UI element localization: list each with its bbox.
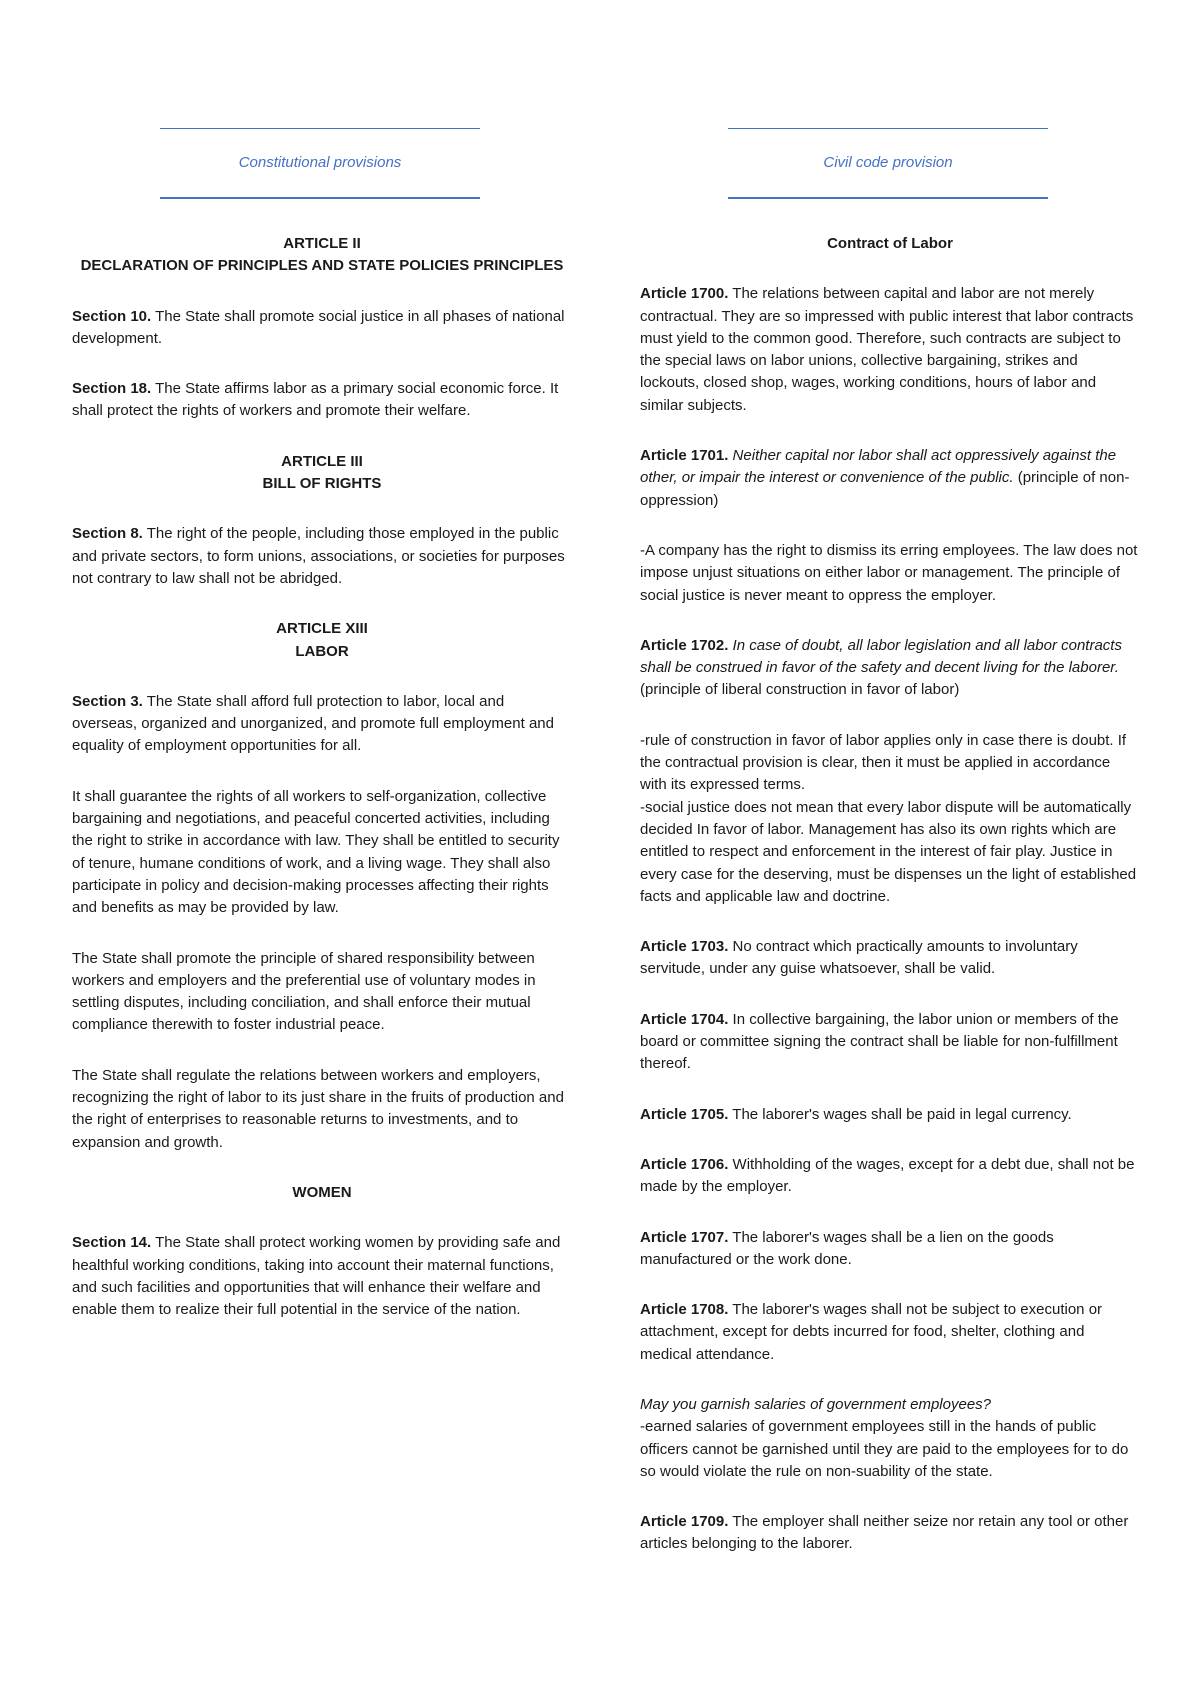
section-3: Section 3. The State shall afford full protection to labor, local and overseas, organized and unorganized, and promote full employment and equality of employment opportunities for all. xyxy=(72,692,554,755)
civil-code-heading: Civil code provision xyxy=(823,154,953,171)
note-1702-a: -rule of construction in favor of labor applies only in case there is doubt. If the contractual provision is clear, then it must be applied in accordance with its expressed terms. xyxy=(640,731,1127,794)
article-3-title: ARTICLE III xyxy=(281,452,363,470)
note-1702-b: -social justice does not mean that every labor dispute will be automatically decided In favor of labor. Management has also its own rights which are entitled to respect and enforcement in the interest of fair play. Justice in every case for the deserving, must be dispenses un the light of established facts and applicable law and doctrine. xyxy=(640,798,1137,905)
article-1700: Article 1700. The relations between capital and labor are not merely contractual. They are so impressed with public interest that labor contracts must yield to the common good. Therefore, such contracts are subject to the special laws on labor unions, collective bargaining, strikes and lockouts, closed shop, wages, working conditions, hours of labor and similar subjects. xyxy=(640,285,1134,414)
article-2-title: ARTICLE II xyxy=(283,235,361,252)
article-3-subtitle: BILL OF RIGHTS xyxy=(262,475,382,493)
constitutional-heading: Constitutional provisions xyxy=(238,154,402,171)
labor-paragraph-2: The State shall promote the principle of shared responsibility between workers and employers and the preferential use of voluntary modes in settling disputes, including conciliation, and shall enforce their mutual compliance therewith to foster industrial peace. xyxy=(72,949,536,1034)
article-1705: Article 1705. The laborer's wages shall be paid in legal currency. xyxy=(640,1105,1072,1123)
women-title: WOMEN xyxy=(292,1183,352,1201)
article-3-heading xyxy=(72,451,572,496)
article-1702: Article 1702. In case of doubt, all labor legislation and all labor contracts shall be construed in favor of the safety and decent living for the laborer. (principle of liberal construction in favor of labor) xyxy=(640,636,1122,699)
section-8: Section 8. The right of the people, including those employed in the public and private sectors, to form unions, associations, or societies for purposes not contrary to law shall not be abridged. xyxy=(72,525,565,587)
note-1701: -A company has the right to dismiss its erring employees. The law does not impose unjust situations on either labor or management. The principle of social justice is never meant to oppress the employer. xyxy=(640,541,1138,604)
article-1701: Article 1701. Neither capital nor labor shall act oppressively against the other, or impair the interest or convenience of the public. (principle of non-oppression) xyxy=(640,447,1130,509)
article-2-subtitle: DECLARATION OF PRINCIPLES AND STATE POLICIES PRINCIPLES xyxy=(80,257,564,275)
article-1703: Article 1703. No contract which practically amounts to involuntary servitude, under any guise whatsoever, shall be valid. xyxy=(640,938,1078,978)
constitutional-body xyxy=(72,233,572,1349)
section-10: Section 10. The State shall promote social justice in all phases of national development. xyxy=(72,307,565,347)
women-heading xyxy=(72,1182,572,1204)
section-18: Section 18. The State affirms labor as a primary social economic force. It shall protect the rights of workers and promote their welfare. xyxy=(72,380,559,420)
labor-paragraph-1: It shall guarantee the rights of all workers to self-organization, collective bargaining and negotiations, and peaceful concerted activities, including the right to strike in accordance with law. They shall be entitled to security of tenure, humane conditions of work, and a living wage. They shall also participate in policy and decision-making processes affecting their rights and benefits as may be provided by law. xyxy=(72,787,560,917)
constitutional-heading-box xyxy=(160,128,480,199)
article-1709: Article 1709. The employer shall neither seize nor retain any tool or other articles belonging to the laborer. xyxy=(640,1513,1129,1553)
contract-of-labor-title: Contract of Labor xyxy=(827,235,953,252)
article-2-heading xyxy=(72,233,572,278)
article-13-subtitle: LABOR xyxy=(295,642,349,660)
article-13-title: ARTICLE XIII xyxy=(276,620,368,638)
article-1704: Article 1704. In collective bargaining, the labor union or members of the board or committee signing the contract shall be liable for non-fulfillment thereof. xyxy=(640,1010,1119,1073)
section-14: Section 14. The State shall protect working women by providing safe and healthful working conditions, taking into account their maternal functions, and such facilities and opportunities that will enhance their welfare and enable them to realize their full potential in the service of the nation. xyxy=(72,1234,561,1319)
labor-paragraph-3: The State shall regulate the relations between workers and employers, recognizing the right of labor to its just share in the fruits of production and the right of enterprises to reasonable returns to investments, and to expansion and growth. xyxy=(72,1066,564,1151)
article-1707: Article 1707. The laborer's wages shall be a lien on the goods manufactured or the work done. xyxy=(640,1228,1054,1268)
civil-code-body xyxy=(640,233,1140,1584)
article-13-heading xyxy=(72,618,572,663)
civil-code-heading-box xyxy=(728,128,1048,199)
article-1708: Article 1708. The laborer's wages shall not be subject to execution or attachment, except for debts incurred for food, shelter, clothing and medical attendance. xyxy=(640,1301,1103,1363)
garnish-question: May you garnish salaries of government employees? xyxy=(640,1395,992,1413)
garnish-answer: -earned salaries of government employees still in the hands of public officers cannot be garnished until they are paid to the employees for to do so would violate the rule on non-suability of the state. xyxy=(640,1418,1129,1480)
contract-of-labor-heading xyxy=(640,233,1140,255)
article-1706: Article 1706. Withholding of the wages, except for a debt due, shall not be made by the employer. xyxy=(640,1155,1135,1196)
